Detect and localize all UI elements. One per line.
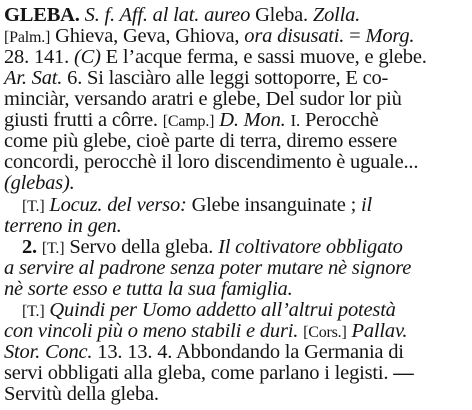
citation-author: Morg. — [365, 25, 415, 47]
definition: con vincoli più o meno stabili e duri. — [4, 320, 299, 342]
source-tag: [T.] — [22, 198, 45, 215]
definition: terreno in gen. — [4, 215, 122, 237]
entry-line-18 — [4, 363, 414, 384]
citation-ref: I. — [290, 111, 301, 130]
sense-number: 2. — [22, 236, 37, 258]
quotation: giusti frutti a côrre. — [4, 109, 158, 131]
entry-line-6 — [4, 110, 379, 131]
entry-line-2 — [4, 26, 414, 47]
quotation: 6. Si lasciàro alle leggi sottoporre, E co- — [67, 67, 389, 89]
entry-line-12 — [22, 237, 403, 258]
entry-line-8 — [4, 152, 418, 173]
entry-line-19 — [4, 384, 159, 405]
quotation: 13. 13. 4. Abbondando la Germania di — [97, 341, 404, 363]
citation-author: D. Mon. — [219, 109, 286, 131]
definition: il — [361, 194, 373, 216]
source-tag: [Cors.] — [303, 324, 347, 341]
entry-line-13 — [4, 258, 411, 279]
entry-line-5 — [4, 89, 402, 110]
entry-line-9 — [4, 173, 75, 194]
definition: Il coltivatore obbligato — [218, 236, 403, 258]
citation-author: Ar. Sat. — [4, 67, 63, 89]
example: Glebe insanguinate ; — [191, 194, 357, 216]
source-tag: [Palm.] — [4, 29, 51, 46]
entry-line-10 — [22, 195, 372, 216]
quotation: minciàr, versando aratri e glebe, Del sudor lor più — [4, 88, 402, 110]
example: Servo della gleba. — [69, 236, 214, 258]
entry-line-16 — [4, 321, 407, 342]
citation-ref: 28. 141. — [4, 46, 70, 68]
definition: a servire al padrone senza poter mutare nè signore — [4, 257, 412, 279]
quotation: Perocchè — [304, 109, 379, 131]
latin-word: Gleba. — [255, 4, 308, 26]
equals-sign: = — [349, 25, 361, 47]
definition: Locuz. del verso: — [49, 194, 187, 216]
source-tag: [Camp.] — [162, 113, 215, 130]
entry-line-4 — [4, 68, 388, 89]
citation-author: Pallav. — [351, 320, 408, 342]
source-tag: (C) — [73, 46, 101, 68]
example: Servitù della gleba. — [4, 383, 159, 405]
usage-note: ora disusati. — [244, 25, 345, 47]
variants: Ghieva, Geva, Ghiova, — [55, 25, 240, 47]
quotation: come più glebe, cioè parte di terra, diremo essere — [4, 130, 397, 152]
quotation: servi obbligati alla gleba, come parlano i legisti. — [4, 362, 389, 384]
definition: Quindi per Uomo addetto all’altrui potestà — [49, 299, 396, 321]
entry-line-11 — [4, 216, 122, 237]
headword: GLEBA. — [4, 4, 80, 26]
entry-line-3 — [4, 47, 427, 68]
synonym: Zolla. — [312, 4, 361, 26]
source-tag: [T.] — [41, 240, 65, 257]
entry-line-14 — [4, 279, 293, 300]
latin-gloss: (glebas). — [4, 172, 75, 194]
definition: nè sorte esso e tutta la sua famiglia. — [4, 278, 293, 300]
entry-line-17 — [4, 342, 404, 363]
grammar-note: S. f. Aff. al lat. — [84, 4, 200, 26]
quotation: E l’acque ferma, e sassi muove, e glebe. — [105, 46, 427, 68]
entry-line-7 — [4, 131, 397, 152]
dash: — — [393, 362, 414, 384]
source-tag: [T.] — [22, 303, 45, 320]
entry-line-1 — [4, 5, 360, 26]
quotation: concordi, perocchè il loro discendimento è uguale... — [4, 151, 419, 173]
entry-line-15 — [22, 300, 396, 321]
latin-qualifier: aureo — [204, 4, 251, 26]
citation-work: Stor. Conc. — [4, 341, 93, 363]
